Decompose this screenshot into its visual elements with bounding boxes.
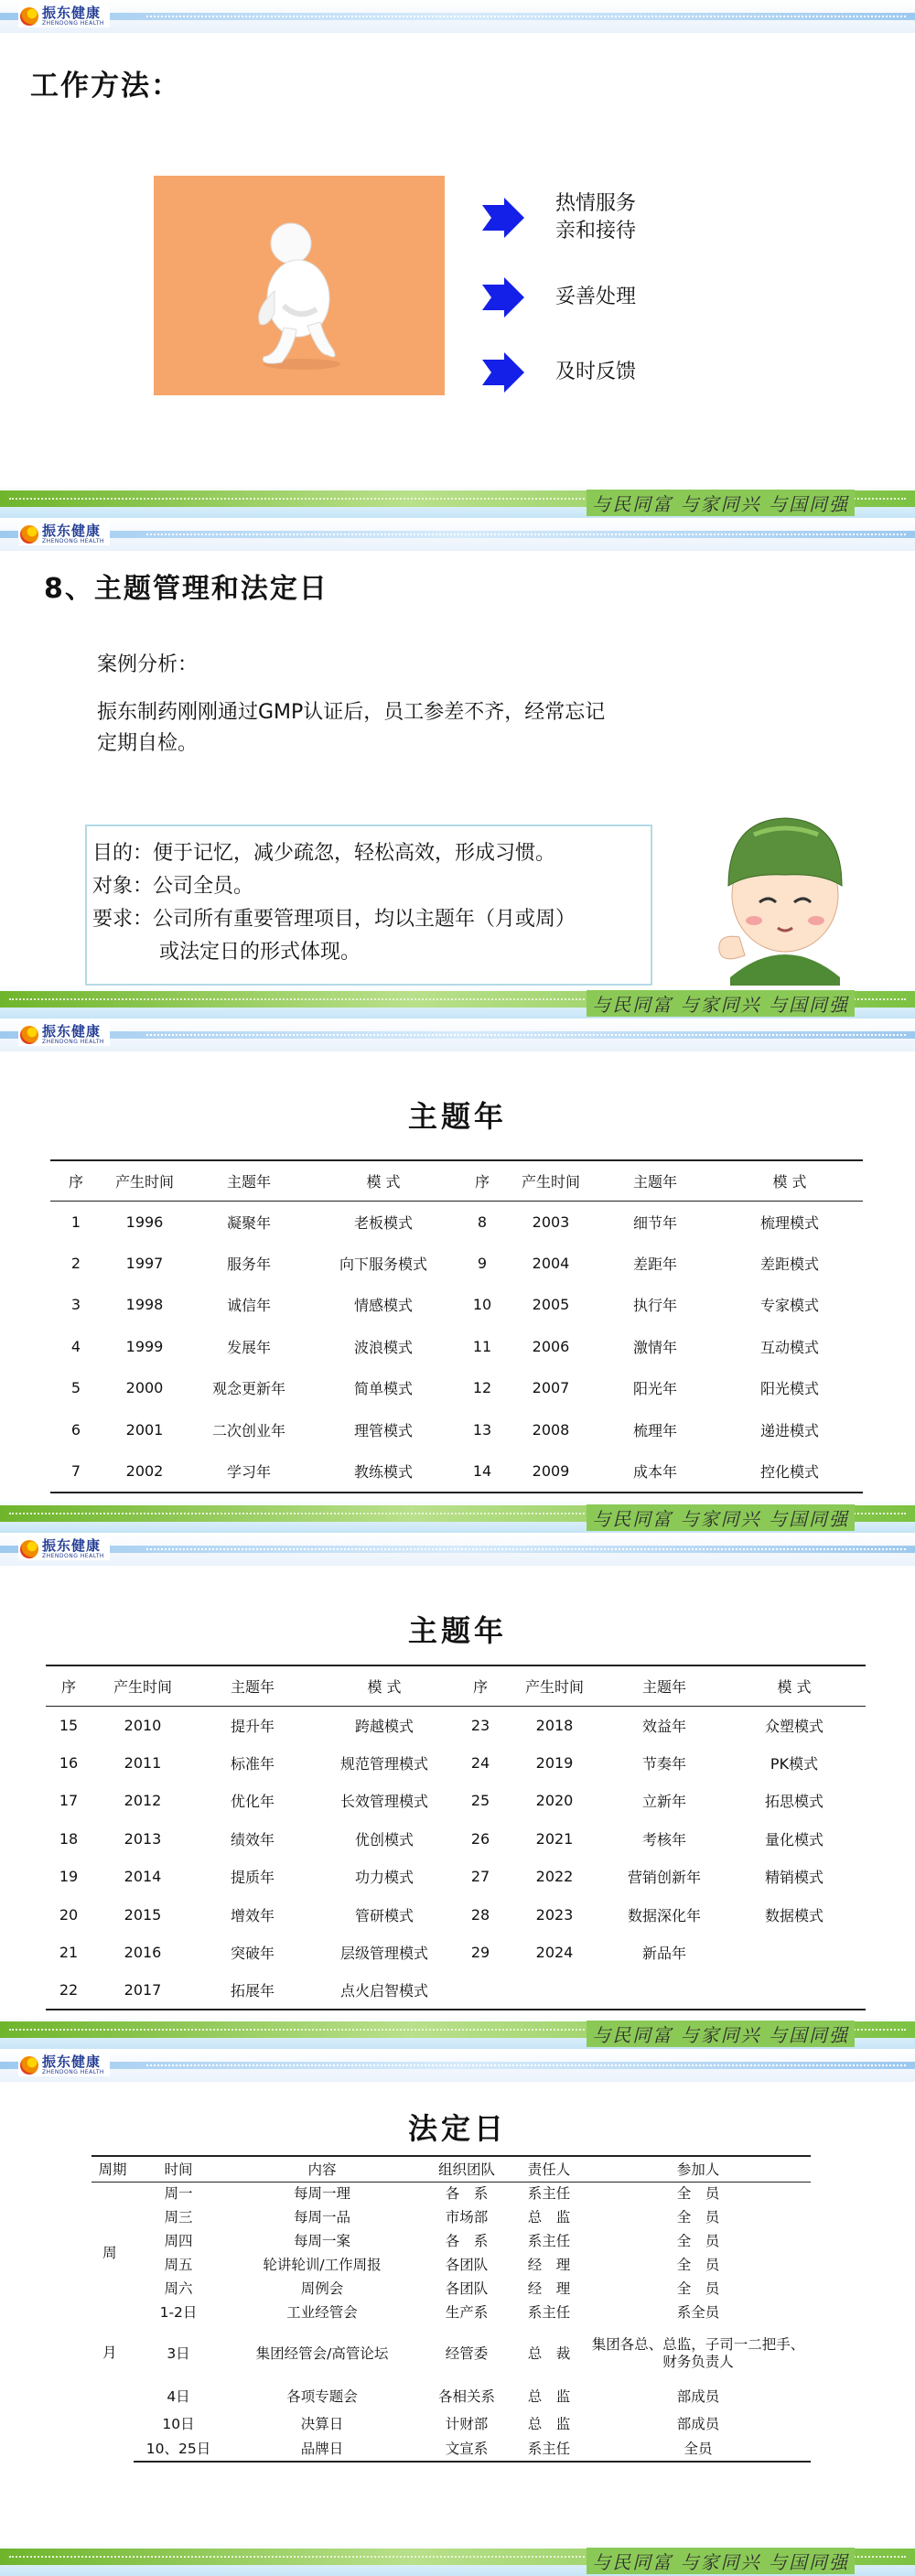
slide-theme-years-1 <box>0 1019 915 1533</box>
table-row <box>46 1896 866 1935</box>
table-cell: 15 <box>59 1716 79 1734</box>
table-cell: 控化模式 <box>716 1450 863 1493</box>
footer-slogan: 与民同富 与家同兴 与国同强 <box>587 2021 855 2047</box>
table-cell: 服务年 <box>226 1255 271 1273</box>
table-cell: 周六 <box>164 2280 193 2297</box>
purpose-line: 目的：便于记忆，减少疏忽，轻松高效，形成习惯。 <box>92 842 556 865</box>
table-row <box>46 1972 866 2010</box>
table-header-row <box>46 1665 866 1706</box>
table-cell: 轮讲轮训/工作周报 <box>263 2256 382 2273</box>
table-row <box>92 2324 811 2383</box>
column-header: 序 <box>46 1665 92 1706</box>
table-cell: 阳光年 <box>632 1380 677 1398</box>
table-cell: 2018 <box>535 1716 574 1734</box>
table-cell: 总 监 <box>527 2415 571 2432</box>
table-cell: 2019 <box>535 1753 574 1772</box>
header-band <box>0 2049 915 2082</box>
table-cell: 8 <box>477 1213 488 1231</box>
table-cell: 各团队 <box>445 2256 489 2273</box>
column-header: 主题年 <box>606 1665 723 1706</box>
table-cell: 3 <box>70 1296 81 1314</box>
table-cell: 梳理年 <box>632 1421 677 1439</box>
bullet-item <box>480 190 636 245</box>
table-cell: 24 <box>470 1753 490 1772</box>
company-logo <box>18 1024 110 1046</box>
table-cell: 向下服务模式 <box>339 1255 427 1273</box>
table-cell <box>723 1972 866 2010</box>
table-row <box>92 2229 811 2253</box>
table-cell: 总 监 <box>527 2387 571 2405</box>
table-cell: 集团各总、总监，子司一二把手、财务负责人 <box>591 2336 805 2370</box>
table-row <box>50 1450 863 1493</box>
table-cell: 各 系 <box>445 2184 489 2202</box>
table-row <box>46 1706 866 1744</box>
table-cell: 简单模式 <box>353 1380 413 1398</box>
slide-work-method <box>0 0 915 518</box>
slide-theme-years-2 <box>0 1533 915 2049</box>
table-cell: 全 员 <box>676 2208 720 2226</box>
table-cell: 18 <box>59 1829 79 1848</box>
page-title: 工作方法： <box>30 70 181 102</box>
table-cell: 2012 <box>124 1792 162 1810</box>
table-cell: 周一 <box>164 2184 193 2202</box>
table-cell: 提质年 <box>230 1869 274 1887</box>
table-cell: 12 <box>472 1379 492 1397</box>
table-cell: 各团队 <box>445 2280 489 2297</box>
table-cell: 2002 <box>102 1450 188 1493</box>
table-cell: 21 <box>59 1944 79 1962</box>
table-cell: 2011 <box>124 1753 162 1772</box>
table-cell: 精销模式 <box>764 1869 824 1887</box>
table-cell: 各 系 <box>445 2232 489 2249</box>
table-cell: 管研模式 <box>354 1906 414 1924</box>
target-line: 对象：公司全员。 <box>92 875 254 898</box>
column-header: 产生时间 <box>508 1160 594 1201</box>
footer-slogan: 与民同富 与家同兴 与国同强 <box>587 1504 855 1531</box>
logo-cn: 振东健康 <box>42 1023 102 1040</box>
table-cell: 5 <box>70 1379 81 1397</box>
table-cell: 执行年 <box>632 1297 677 1315</box>
logo-icon <box>20 1026 38 1044</box>
table-cell: 周五 <box>164 2256 193 2273</box>
table-cell: 1998 <box>125 1296 164 1314</box>
table-cell: 经 理 <box>527 2280 571 2297</box>
table-cell: 2003 <box>532 1213 570 1231</box>
table-cell: 差距年 <box>632 1255 677 1273</box>
arrow-right-icon <box>480 352 526 393</box>
table-cell: 4日 <box>167 2387 190 2405</box>
table-cell: 周四 <box>164 2232 193 2249</box>
table-cell: 9 <box>477 1254 488 1272</box>
footer-band <box>0 2016 915 2049</box>
table-cell: 周例会 <box>300 2280 344 2297</box>
table-cell: 二次创业年 <box>211 1421 285 1439</box>
logo-en: ZHENDONG HEALTH <box>42 2069 104 2075</box>
table-cell: 市场部 <box>445 2208 489 2226</box>
table-cell: 理管模式 <box>353 1421 413 1439</box>
table-cell: 规范管理模式 <box>339 1754 428 1773</box>
table-row <box>50 1409 863 1451</box>
table-cell: 1 <box>70 1213 81 1231</box>
table-cell: 经 理 <box>527 2256 571 2273</box>
table-cell: 每周一品 <box>293 2208 350 2226</box>
table-cell: 每周一理 <box>293 2184 350 2202</box>
table-row <box>46 1858 866 1896</box>
logo-cn: 振东健康 <box>42 523 102 539</box>
table-row <box>92 2205 811 2229</box>
table-header-row <box>50 1160 863 1201</box>
table-row <box>50 1284 863 1326</box>
table-cell: 2 <box>70 1254 81 1272</box>
bullet-text: 热情服务 <box>555 192 637 215</box>
table-cell: 功力模式 <box>354 1869 414 1887</box>
table-cell: 1996 <box>125 1213 164 1231</box>
table-cell: 27 <box>470 1868 490 1886</box>
table-cell: 拓思模式 <box>764 1793 824 1811</box>
table-cell: 全 员 <box>676 2184 720 2202</box>
table-cell: 长效管理模式 <box>339 1793 428 1811</box>
column-header: 产生时间 <box>102 1160 188 1201</box>
table-cell: 4 <box>70 1337 81 1355</box>
requirement-line: 要求：公司所有重要管理项目，均以主题年（月或周） <box>92 908 576 931</box>
column-header: 产生时间 <box>503 1665 606 1706</box>
period-cell-week: 周 <box>102 2244 117 2261</box>
table-cell: 2001 <box>125 1420 164 1439</box>
table-cell: 2021 <box>535 1829 574 1848</box>
bullet-item <box>480 277 636 318</box>
table-header-row <box>92 2156 811 2182</box>
table-cell: 老板模式 <box>353 1213 413 1232</box>
table-cell: 2017 <box>92 1972 194 2010</box>
table-cell: 10日 <box>162 2415 195 2432</box>
table-row <box>50 1326 863 1368</box>
table-cell: 17 <box>59 1792 79 1810</box>
legal-day-table <box>92 2155 811 2463</box>
table-cell <box>606 1972 723 2010</box>
company-logo <box>18 5 110 27</box>
table-cell: 2010 <box>124 1716 162 1734</box>
table-cell: 标准年 <box>230 1754 274 1773</box>
table-cell: 考核年 <box>641 1830 686 1848</box>
table-cell: 阳光模式 <box>759 1380 819 1398</box>
table-cell: 16 <box>59 1753 79 1772</box>
table-cell: 品牌日 <box>223 2438 421 2462</box>
column-header: 序 <box>458 1665 503 1706</box>
table-row <box>92 2277 811 2301</box>
table-cell: 成本年 <box>594 1450 716 1493</box>
logo-icon <box>20 525 38 544</box>
column-header: 主题年 <box>188 1160 310 1201</box>
table-cell: 29 <box>470 1944 490 1962</box>
table-cell: 全 员 <box>676 2280 720 2297</box>
table-cell: 观念更新年 <box>211 1380 285 1398</box>
table-cell: 2006 <box>532 1337 570 1355</box>
table-cell: 1-2日 <box>159 2303 198 2321</box>
table-cell: 2014 <box>124 1868 162 1886</box>
table-cell: 层级管理模式 <box>339 1945 428 1963</box>
column-header: 组织团队 <box>421 2156 512 2182</box>
table-cell: 2020 <box>535 1792 574 1810</box>
table-cell: 20 <box>59 1905 79 1924</box>
table-cell: 拓展年 <box>194 1972 311 2010</box>
column-header: 序 <box>50 1160 102 1201</box>
table-cell: 数据深化年 <box>627 1906 701 1924</box>
table-cell: 系主任 <box>512 2438 586 2462</box>
table-cell: 1999 <box>125 1337 164 1355</box>
logo-en: ZHENDONG HEALTH <box>42 538 104 544</box>
table-cell: 发展年 <box>226 1338 271 1356</box>
table-cell: 情感模式 <box>353 1297 413 1315</box>
table-cell: 2007 <box>532 1379 570 1397</box>
table-cell: PK模式 <box>770 1754 819 1773</box>
table-cell: 全 员 <box>676 2256 720 2273</box>
table-cell: 2022 <box>535 1868 574 1886</box>
table-title: 主题年 <box>407 1613 507 1648</box>
table-cell: 2023 <box>535 1905 574 1924</box>
logo-cn: 振东健康 <box>42 5 102 21</box>
table-cell: 提升年 <box>230 1717 274 1735</box>
company-logo <box>18 523 110 545</box>
table-cell: 递进模式 <box>759 1421 819 1439</box>
table-cell: 25 <box>470 1792 490 1810</box>
walking-figure-icon <box>247 218 357 373</box>
table-cell: 计财部 <box>445 2415 489 2432</box>
table-cell: 14 <box>457 1450 508 1493</box>
bullet-item <box>480 352 636 393</box>
table-cell: 教练模式 <box>310 1450 457 1493</box>
table-cell: 学习年 <box>188 1450 310 1493</box>
table-cell: 每周一案 <box>293 2232 350 2249</box>
table-cell: 2008 <box>532 1420 570 1439</box>
table-row <box>92 2383 811 2410</box>
table-row <box>92 2253 811 2277</box>
table-cell: 10、25日 <box>134 2438 223 2462</box>
table-cell: 波浪模式 <box>353 1338 413 1356</box>
footer-band <box>0 1500 915 1533</box>
table-cell: 2009 <box>508 1450 594 1493</box>
footer-band <box>0 986 915 1019</box>
column-header: 模 式 <box>310 1160 457 1201</box>
arrow-right-icon <box>480 198 526 238</box>
period-cell-month: 月 <box>102 2344 117 2361</box>
logo-en: ZHENDONG HEALTH <box>42 1039 104 1045</box>
table-cell: 13 <box>472 1420 492 1439</box>
table-cell: 2000 <box>125 1379 164 1397</box>
table-cell: 诚信年 <box>226 1297 271 1315</box>
company-logo <box>18 1538 110 1560</box>
table-cell: 突破年 <box>230 1945 274 1963</box>
column-header: 模 式 <box>723 1665 866 1706</box>
bullet-text-line2: 亲和接待 <box>555 220 637 243</box>
column-header: 模 式 <box>311 1665 458 1706</box>
table-cell: 周三 <box>164 2208 193 2226</box>
table-cell: 营销创新年 <box>627 1869 701 1887</box>
logo-cn: 振东健康 <box>42 2053 102 2070</box>
table-row <box>50 1243 863 1285</box>
column-header: 参加人 <box>586 2156 811 2182</box>
table-cell: 新品年 <box>641 1945 686 1963</box>
table-cell: 文宣系 <box>421 2438 512 2462</box>
table-cell <box>723 1934 866 1972</box>
logo-icon <box>20 2056 38 2075</box>
table-cell: 总 裁 <box>527 2344 571 2362</box>
arrow-right-icon <box>480 277 526 318</box>
footer-slogan: 与民同富 与家同兴 与国同强 <box>587 990 855 1017</box>
table-cell: 激情年 <box>632 1338 677 1356</box>
footer-slogan: 与民同富 与家同兴 与国同强 <box>587 2548 855 2574</box>
section-title: 8、主题管理和法定日 <box>44 573 328 605</box>
table-cell: 23 <box>470 1716 490 1734</box>
table-cell: 效益年 <box>641 1717 686 1735</box>
theme-year-table <box>46 1665 866 2010</box>
table-cell: 2016 <box>124 1944 162 1962</box>
purpose-box <box>85 825 652 986</box>
table-row <box>46 1934 866 1972</box>
footer-slogan: 与民同富 与家同兴 与国同强 <box>587 490 855 516</box>
table-cell: 数据模式 <box>764 1906 824 1924</box>
table-title: 主题年 <box>407 1099 507 1134</box>
table-cell: 互动模式 <box>759 1338 819 1356</box>
footer-band <box>0 2543 915 2576</box>
slide-legal-days <box>0 2049 915 2576</box>
header-band <box>0 0 915 33</box>
table-cell: 专家模式 <box>759 1297 819 1315</box>
table-cell: 2013 <box>124 1829 162 1848</box>
case-text-line2: 定期自检。 <box>97 732 199 755</box>
bullet-text: 及时反馈 <box>555 361 637 383</box>
table-cell: 节奏年 <box>641 1754 686 1773</box>
table-cell: 量化模式 <box>764 1830 824 1848</box>
table-cell: 优化年 <box>230 1793 274 1811</box>
theme-year-table <box>50 1159 863 1493</box>
table-cell: 优创模式 <box>354 1830 414 1848</box>
table-row <box>50 1367 863 1409</box>
table-cell: 各项专题会 <box>286 2387 358 2405</box>
slide-theme-management <box>0 518 915 1019</box>
header-band <box>0 1019 915 1051</box>
table-cell: 19 <box>59 1868 79 1886</box>
table-title: 法定日 <box>407 2111 507 2146</box>
table-cell: 系主任 <box>527 2232 571 2249</box>
column-header: 责任人 <box>512 2156 586 2182</box>
header-band <box>0 1533 915 1566</box>
table-cell: 总 监 <box>527 2208 571 2226</box>
table-cell: 2024 <box>535 1944 574 1962</box>
table-cell: 部成员 <box>676 2387 720 2405</box>
table-cell: 全 员 <box>676 2232 720 2249</box>
logo-icon <box>20 1540 38 1558</box>
table-cell: 22 <box>46 1972 92 2010</box>
table-row <box>92 2182 811 2205</box>
table-cell <box>503 1972 606 2010</box>
table-row <box>92 2410 811 2438</box>
table-cell: 集团经管会/高管论坛 <box>255 2344 389 2362</box>
footer-band <box>0 485 915 518</box>
table-cell: 11 <box>472 1337 492 1355</box>
logo-cn: 振东健康 <box>42 1537 102 1554</box>
table-cell <box>458 1972 503 2010</box>
table-cell: 跨越模式 <box>354 1717 414 1735</box>
table-cell: 28 <box>470 1905 490 1924</box>
table-cell: 全员 <box>586 2438 811 2462</box>
requirement-line2: 或法定日的形式体现。 <box>159 941 361 964</box>
case-text-line1: 振东制药刚刚通过GMP认证后，员工参差不齐，经常忘记 <box>97 701 606 724</box>
column-header: 主题年 <box>194 1665 311 1706</box>
table-cell: 生产系 <box>445 2303 489 2321</box>
table-cell: 6 <box>70 1420 81 1439</box>
table-row <box>92 2301 811 2324</box>
table-cell: 差距模式 <box>759 1255 819 1273</box>
table-cell: 经管委 <box>445 2344 489 2362</box>
column-header: 周期 <box>92 2156 134 2182</box>
table-cell: 决算日 <box>300 2415 344 2432</box>
table-cell: 2005 <box>532 1296 570 1314</box>
table-cell: 10 <box>472 1296 492 1314</box>
table-cell: 梳理模式 <box>759 1213 819 1232</box>
table-row <box>50 1201 863 1243</box>
table-cell: 立新年 <box>641 1793 686 1811</box>
logo-en: ZHENDONG HEALTH <box>42 1553 104 1559</box>
table-cell: 凝聚年 <box>226 1213 271 1232</box>
table-cell: 细节年 <box>632 1213 677 1232</box>
table-cell: 系主任 <box>527 2303 571 2321</box>
table-cell: 3日 <box>167 2344 190 2362</box>
table-cell: 系全员 <box>676 2303 720 2321</box>
logo-en: ZHENDONG HEALTH <box>42 20 104 27</box>
table-row <box>92 2438 811 2462</box>
table-row <box>46 1782 866 1820</box>
column-header: 时间 <box>134 2156 223 2182</box>
column-header: 序 <box>457 1160 508 1201</box>
table-cell: 系主任 <box>527 2184 571 2202</box>
helmet-cartoon-icon <box>712 794 849 996</box>
bullet-text: 妥善处理 <box>555 286 637 308</box>
company-logo <box>18 2054 110 2076</box>
table-row <box>46 1820 866 1859</box>
table-cell: 1997 <box>125 1254 164 1272</box>
table-cell: 工业经管会 <box>286 2303 358 2321</box>
column-header: 主题年 <box>594 1160 716 1201</box>
table-cell: 26 <box>470 1829 490 1848</box>
column-header: 产生时间 <box>92 1665 194 1706</box>
table-cell: 点火启智模式 <box>311 1972 458 2010</box>
column-header: 模 式 <box>716 1160 863 1201</box>
table-cell: 部成员 <box>676 2415 720 2432</box>
table-row <box>46 1744 866 1783</box>
table-cell: 2004 <box>532 1254 570 1272</box>
table-cell: 各相关系 <box>437 2387 495 2405</box>
table-cell: 增效年 <box>230 1906 274 1924</box>
table-cell: 2015 <box>124 1905 162 1924</box>
column-header: 内容 <box>223 2156 421 2182</box>
header-band <box>0 518 915 551</box>
table-cell: 众塑模式 <box>764 1717 824 1735</box>
table-cell: 7 <box>50 1450 102 1493</box>
logo-icon <box>20 7 38 26</box>
table-cell: 绩效年 <box>230 1830 274 1848</box>
case-label: 案例分析： <box>97 653 199 676</box>
